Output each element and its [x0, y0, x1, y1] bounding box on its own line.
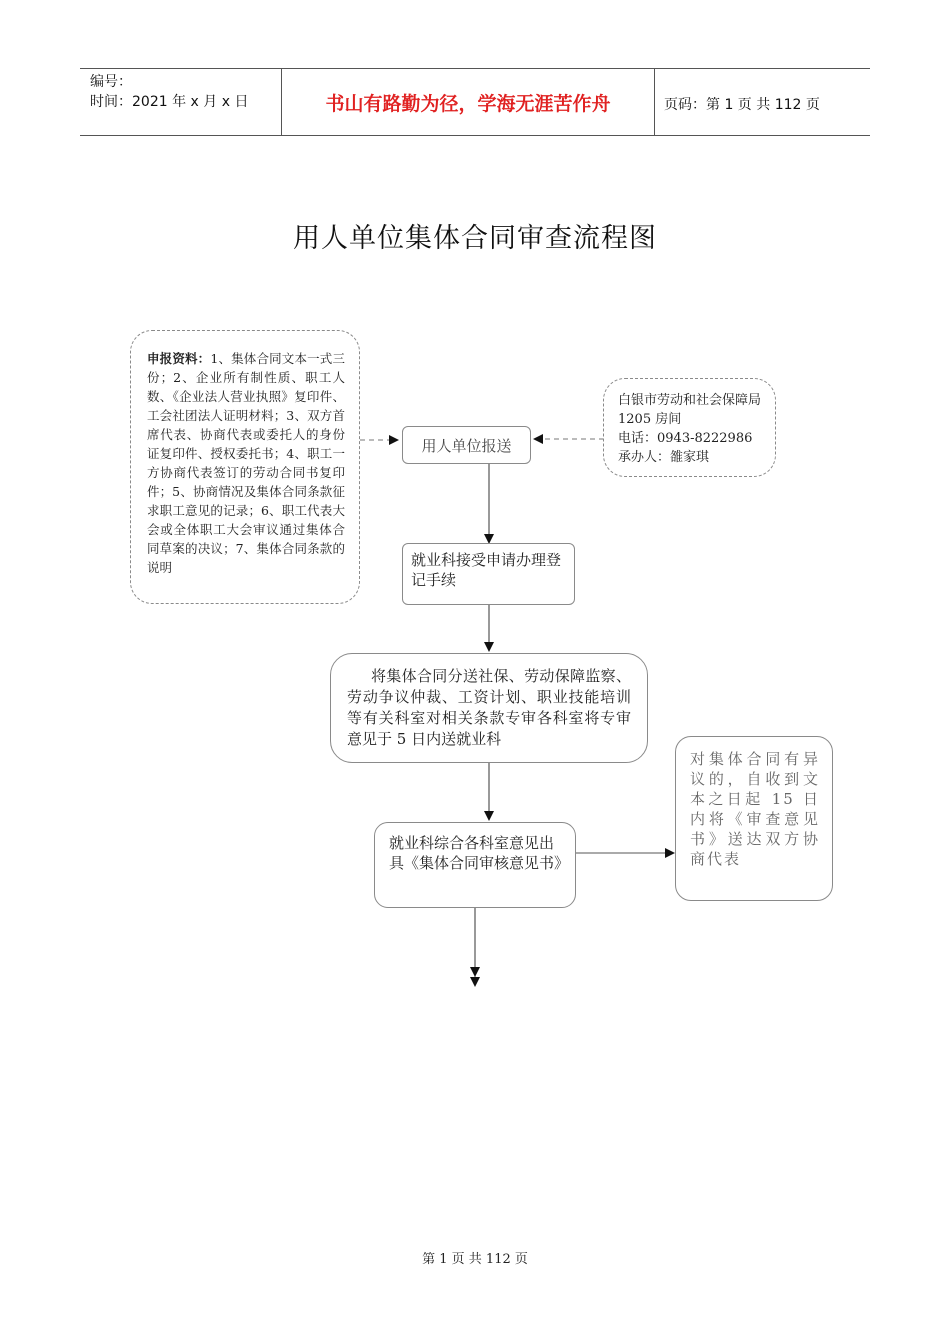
- contact-box: [603, 378, 776, 477]
- step-registration: [402, 543, 575, 605]
- page-footer: 第 1 页 共 112 页: [422, 1252, 528, 1267]
- step-unit-submit-label: 用人单位报送: [421, 436, 512, 455]
- materials-heading: 申报资料：: [147, 351, 211, 366]
- doc-number-label: 编号：: [90, 74, 132, 90]
- step-registration-label: 就业科接受申请办理登记手续: [411, 551, 562, 589]
- objection-note-label: 对集体合同有异议的，自收到文本之日起 15 日内将《审查意见书》送达双方协商代表: [690, 750, 820, 868]
- step-distribute-review: [330, 653, 648, 763]
- materials-box: [130, 330, 360, 604]
- step-unit-submit: [402, 426, 531, 464]
- step-opinion-issue-label: 就业科综合各科室意见出具《集体合同审核意见书》: [389, 834, 570, 872]
- page-title: 用人单位集体合同审查流程图: [293, 223, 657, 254]
- step-opinion-issue: [374, 822, 576, 908]
- step-distribute-review-label: 将集体合同分送社保、劳动保障监察、劳动争议仲裁、工资计划、职业技能培训等有关科室对相关条款专审各科室将专审意见于 5 日内送就业科: [347, 667, 631, 748]
- header-motto: 书山有路勤为径，学海无涯苦作舟: [325, 92, 611, 115]
- page-info: 页码：第 1 页 共 112 页: [664, 97, 820, 113]
- contact-org: 白银市劳动和社会保障局 1205 房间: [618, 393, 762, 427]
- contact-person: 承办人：雒家琪: [618, 450, 710, 465]
- materials-text: 1、集体合同文本一式三份；2、企业所有制性质、职工人数、《企业法人营业执照》复印件、工会社团法人证明材料；3、双方首席代表、协商代表或委托人的身份证复印件、授权委托书；4、职工一方协商代表签订的劳动合同书复印件；5、协商情况及集体合同条款征求职工意见的记录；6、职工代表大会或全体职工大会审议通过集体合同草案的决议；7、集体合同条款的说明: [147, 351, 345, 575]
- doc-date: 时间：2021 年 x 月 x 日: [90, 94, 249, 110]
- contact-phone: 电话：0943-8222986: [618, 431, 753, 446]
- objection-note: [675, 736, 833, 901]
